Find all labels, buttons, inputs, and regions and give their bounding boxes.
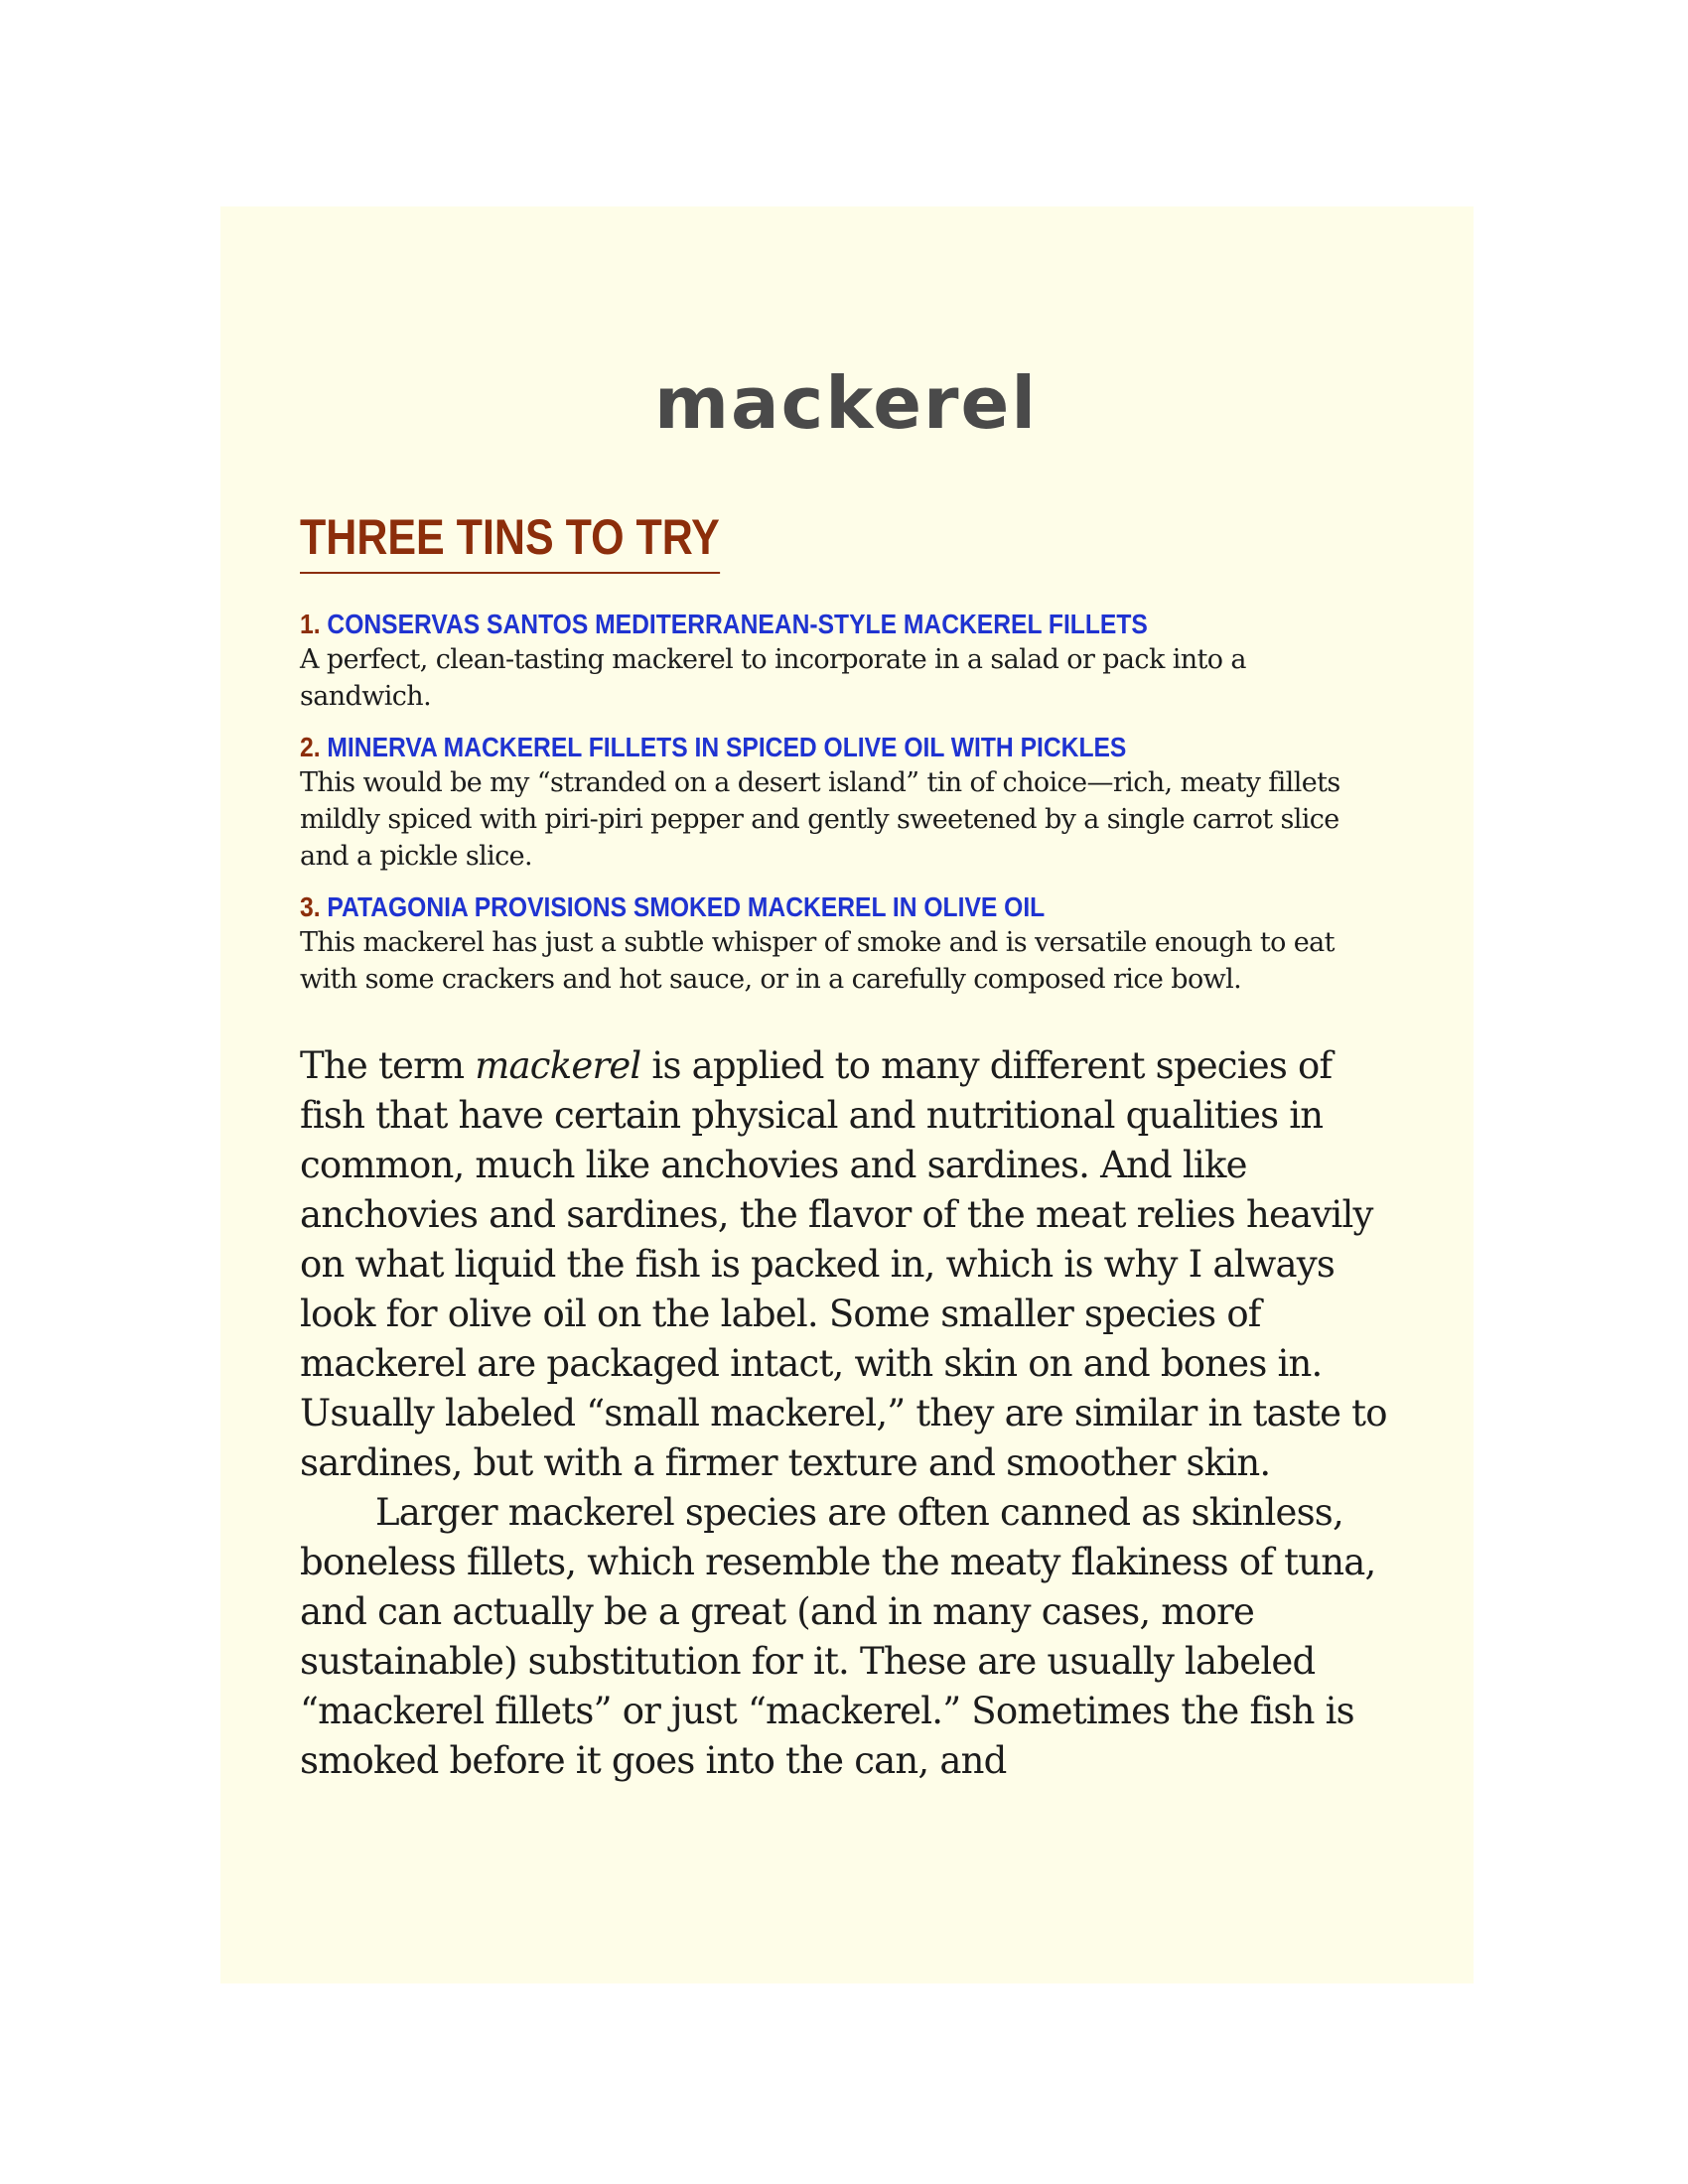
tin-number: 1.	[300, 609, 321, 639]
section-heading: THREE TINS TO TRY	[300, 508, 720, 574]
body-paragraph-1	[300, 1041, 1392, 1488]
tin-number: 2.	[300, 732, 321, 762]
tin-number: 3.	[300, 891, 321, 922]
tin-item-3	[300, 890, 1392, 998]
tin-description: This would be my “stranded on a desert island” tin of choice—rich, meaty fillets mildly spiced with piri-piri pepper and gently sweetened by a single carrot slice and a pickle slice.	[300, 767, 1340, 872]
tin-description: This mackerel has just a subtle whisper of smoke and is versatile enough to eat with some crackers and hot sauce, or in a carefully composed rice bowl.	[300, 927, 1335, 995]
body-text	[300, 1041, 1392, 1786]
tin-name: CONSERVAS SANTOS MEDITERRANEAN-STYLE MACKEREL FILLETS	[327, 609, 1148, 639]
body-p1-rest: is applied to many different species of fish that have certain physical and nutritional qualities in common, much like anchovies and sardines. And like anchovies and sardines, the flavor of the meat relies heavily on what liquid the fish is packed in, which is why I always look for olive oil on the label. Some smaller species of mackerel are packaged intact, with skin on and bones in. Usually labeled “small mackerel,” they are similar in taste to sardines, but with a firmer texture and smoother skin.	[300, 1044, 1387, 1484]
tin-description: A perfect, clean-tasting mackerel to incorporate in a salad or pack into a sandwich.	[300, 644, 1246, 712]
page-content	[300, 361, 1392, 1786]
body-paragraph-2: Larger mackerel species are often canned as skinless, boneless fillets, which resemble the meaty flakiness of tuna, and can actually be a great (and in many cases, more sustainable) substitution for it. These are usually labeled “mackerel fillets” or just “mackerel.” Sometimes the fish is smoked before it goes into the can, and	[300, 1491, 1376, 1782]
tin-name: PATAGONIA PROVISIONS SMOKED MACKEREL IN OLIVE OIL	[327, 891, 1046, 922]
body-p1-start: The term	[300, 1044, 476, 1087]
tin-title	[300, 731, 1261, 764]
tin-name: MINERVA MACKEREL FILLETS IN SPICED OLIVE OIL WITH PICKLES	[327, 732, 1127, 762]
tin-item-1	[300, 608, 1392, 715]
body-p1-emphasis: mackerel	[475, 1044, 641, 1087]
tin-title	[300, 890, 1261, 924]
tin-item-2	[300, 731, 1392, 875]
page-title: mackerel	[653, 361, 1039, 445]
tin-title	[300, 608, 1261, 641]
